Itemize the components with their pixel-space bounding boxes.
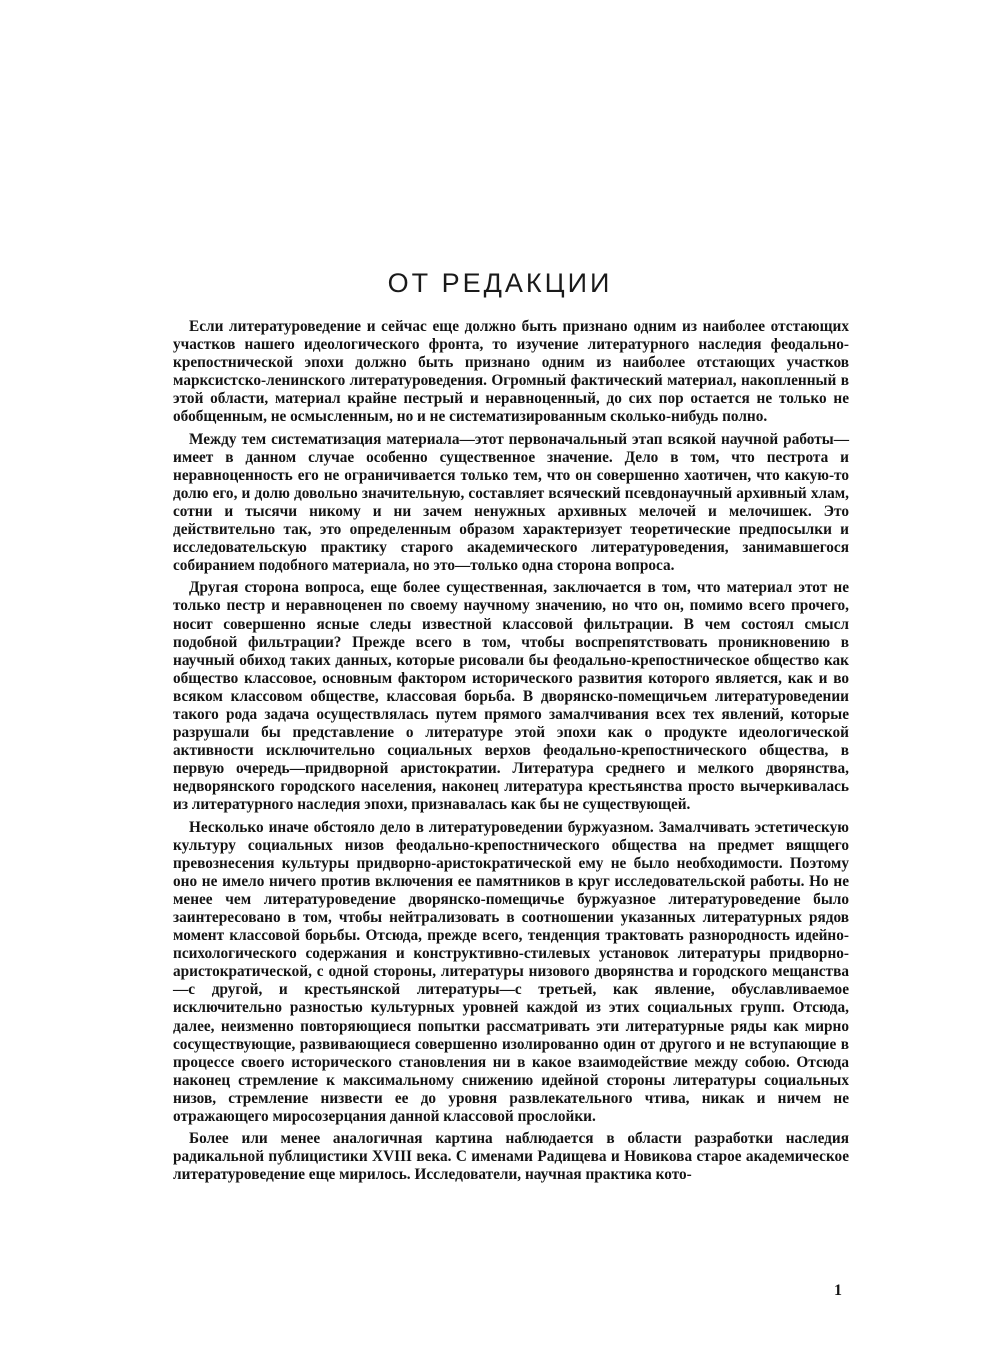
paragraph: Если литературоведение и сейчас еще должно быть признано одним из наиболее отстающих участков нашего идеологического фронта, то изучение литературного наследия феодально-крепостнической эпохи должно быть признано одним из наиболее отстающих участков марксистско-ленинского литературоведения. Огромный фактический материал, накопленный в этой области, материал крайне пестрый и неравноценный, до сих пор остается не только не обобщенным, не осмысленным, но и не систематизированным сколько-нибудь полно. bbox=[173, 318, 849, 426]
paragraph: Между тем систематизация материала—этот первоначальный этап всякой научной работы—имеет в данном случае особенно существенное значение. Дело в том, что пестрота и неравноценность его не ограничивается только тем, что он совершенно хаотичен, что какую-то долю его, и долю довольно значительную, составляет всяческий псевдонаучный архивный хлам, сотни и тысячи никому и ни зачем ненужных архивных мелочей и мелочишек. Это действительно так, это определенным образом характеризует теоретические предпосылки и исследовательскую практику старого академического литературоведения, занимавшегося собиранием подобного материала, но это—только одна сторона вопроса. bbox=[173, 430, 849, 575]
page-title: ОТ РЕДАКЦИИ bbox=[387, 268, 613, 298]
paragraph: Более или менее аналогичная картина наблюдается в области разработки наследия радикальной публицистики XVIII века. С именами Радищева и Новикова старое академическое литературоведение еще мирилось. Исследователи, научная практика кото- bbox=[173, 1130, 849, 1184]
page-number: 1 bbox=[834, 1282, 842, 1299]
paragraph: Несколько иначе обстояло дело в литературоведении буржуазном. Замалчивать эстетическую культуру социальных низов феодально-крепостнического общества на предмет вящщего превознесения культуры придворно-аристократической ему не было необходимости. Поэтому оно не имело ничего против включения ее памятников в круг исследовательской работы. Но не менее чем литературоведение дворянско-помещичье буржуазное литературоведение было заинтересовано в том, чтобы нейтрализовать в соотношении указанных литературных рядов момент классовой борьбы. Отсюда, прежде всего, тенденция трактовать разнородность идейно-психологического содержания и конструктивно-стилевых установок литературы придворно-аристократической, с одной стороны, литературы низового дворянства и городского мещанства—с другой, и крестьянской литературы—с третьей, как явление, обуславливаемое исключительно разностью культурных уровней каждой из этих социальных групп. Отсюда, далее, неизменно повторяющиеся попытки рассматривать эти литературные ряды как мирно сосуществующие, развивающиеся совершенно изолированно один от другого и не вступающие в процессе своего исторического становления ни в какое взаимодействие между собою. Отсюда наконец стремление к максимальному снижению идейной стороны литературы социальных низов, стремление низвести ее до уровня развлекательного чтива, никак и ничем не отражающего миросозерцания данной классовой прослойки. bbox=[173, 818, 849, 1126]
body-text bbox=[173, 318, 849, 1188]
paragraph: Другая сторона вопроса, еще более существенная, заключается в том, что материал этот не только пестр и неравноценен по своему научному значению, но что он, помимо всего прочего, носит совершенно ясные следы известной классовой фильтрации. В чем состоял смысл подобной фильтрации? Прежде всего в том, чтобы воспрепятствовать проникновению в научный обиход таких данных, которые рисовали бы феодально-крепостническое общество как общество классовое, основным фактором исторического развития которого является, как и во всяком классовом обществе, классовая борьба. В дворянско-помещичьем литературоведении такого рода задача осуществлялась путем прямого замалчивания всех тех явлений, которые разрушали бы представление о литературе этой эпохи как о продукте идеологической активности исключительно социальных верхов феодально-крепостнического общества, в первую очередь—придворной аристократии. Литература среднего и мелкого дворянства, недворянского городского населения, наконец литература крестьянства просто вычеркивалась из литературного наследия эпохи, признавалась как бы не существующей. bbox=[173, 579, 849, 814]
